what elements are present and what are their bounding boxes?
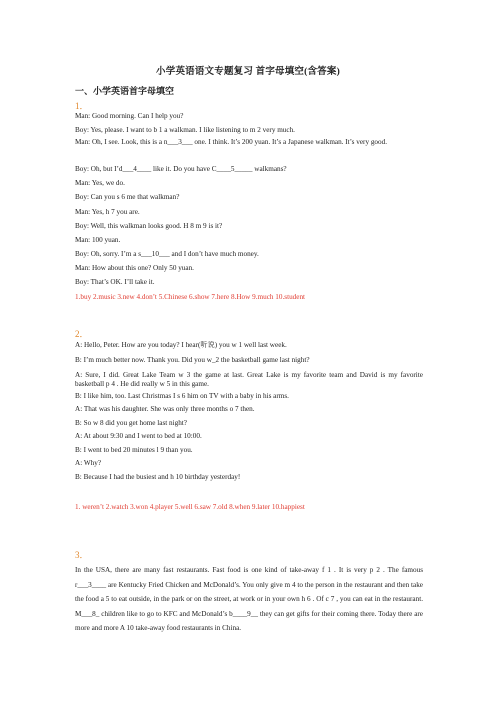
q1-line-6: Boy: Can you s 6 me that walkman? [75, 193, 180, 201]
q1-line-10: Boy: Oh, sorry. I’m a s___10___ and I don’t have much money. [75, 250, 259, 258]
question-number-1: 1． [75, 101, 89, 111]
q1-answer: 1.buy 2.music 3.new 4.don’t 5.Chinese 6.show 7.here 8.How 9.much 10.student [75, 293, 306, 301]
q1-line-5: Man: Yes, we do. [75, 179, 125, 187]
q3-paragraph: In the USA, there are many fast restaurants. Fast food is one kind of take-away f 1 . It is very p 2 . The famous r___3____ are Kentucky Fried Chicken and McDonald’s. You only give m 4 to the person in the restaurant and then take the food a 5 to eat outside, in the park or on the street, at work or in your own h 6 . Of c 7 , you can eat in the restaurant. M___8_ children like to go to KFC and McDonald’s b____9__ they can get gifts for their coming there. Today there are more and more A 10 take-away food restaurants in China. [75, 566, 423, 632]
q1-line-12: Boy: That’s OK. I’ll take it. [75, 278, 155, 286]
q2-line-3: A: Sure, I did. Great Lake Team w 3 the game at last. Great Lake is my favorite team and David is my favorite basketball p 4 . He did really w 5 in this game. [75, 371, 423, 388]
q1-line-11: Man: How about this one? Only 50 yuan. [75, 264, 194, 272]
q1-line-9: Man: 100 yuan. [75, 236, 121, 244]
question-number-3: 3． [75, 550, 89, 560]
q1-line-4: Boy: Oh, but I’d___4____ like it. Do you have C____5_____ walkmans? [75, 165, 287, 173]
q1-line-2: Boy: Yes, please. I want to b 1 a walkman. I like listening to m 2 very much. [75, 126, 295, 134]
q2-line-2: B: I’m much better now. Thank you. Did you w_2 the basketball game last night? [75, 356, 310, 364]
q2-line-5: A: That was his daughter. She was only three months o 7 then. [75, 405, 255, 413]
q2-line-9: A: Why? [75, 459, 102, 467]
section-heading: 一、小学英语首字母填空 [75, 86, 175, 96]
q2-line-6: B: So w 8 did you get home last night? [75, 419, 187, 427]
q1-line-7: Man: Yes, h 7 you are. [75, 208, 140, 216]
q1-line-8: Boy: Well, this walkman looks good. H 8 m 9 is it? [75, 222, 223, 230]
q2-line-7: A: At about 9:30 and I went to bed at 10:00. [75, 432, 202, 440]
q2-line-8: B: I went to bed 20 minutes l 9 than you. [75, 446, 193, 454]
page-title: 小学英语语文专题复习 首字母填空(含答案) [156, 67, 340, 77]
question-number-2: 2． [75, 329, 89, 339]
q1-line-1: Man: Good morning. Can I help you? [75, 112, 184, 120]
q2-line-10: B: Because I had the busiest and h 10 birthday yesterday! [75, 473, 241, 481]
q2-line-4: B: I like him, too. Last Christmas I s 6 him on TV with a baby in his arms. [75, 392, 289, 400]
q2-line-1: A: Hello, Peter. How are you today? I hear(听说) you w 1 well last week. [75, 341, 287, 349]
q1-line-3: Man: Oh, I see. Look, this is a n___3___ one. I think. It’s 200 yuan. It’s a Japanese walkman. It’s very good. [75, 138, 388, 146]
q2-answer: 1. weren’t 2.watch 3.won 4.player 5.well 6.saw 7.old 8.when 9.later 10.happiest [75, 503, 305, 511]
